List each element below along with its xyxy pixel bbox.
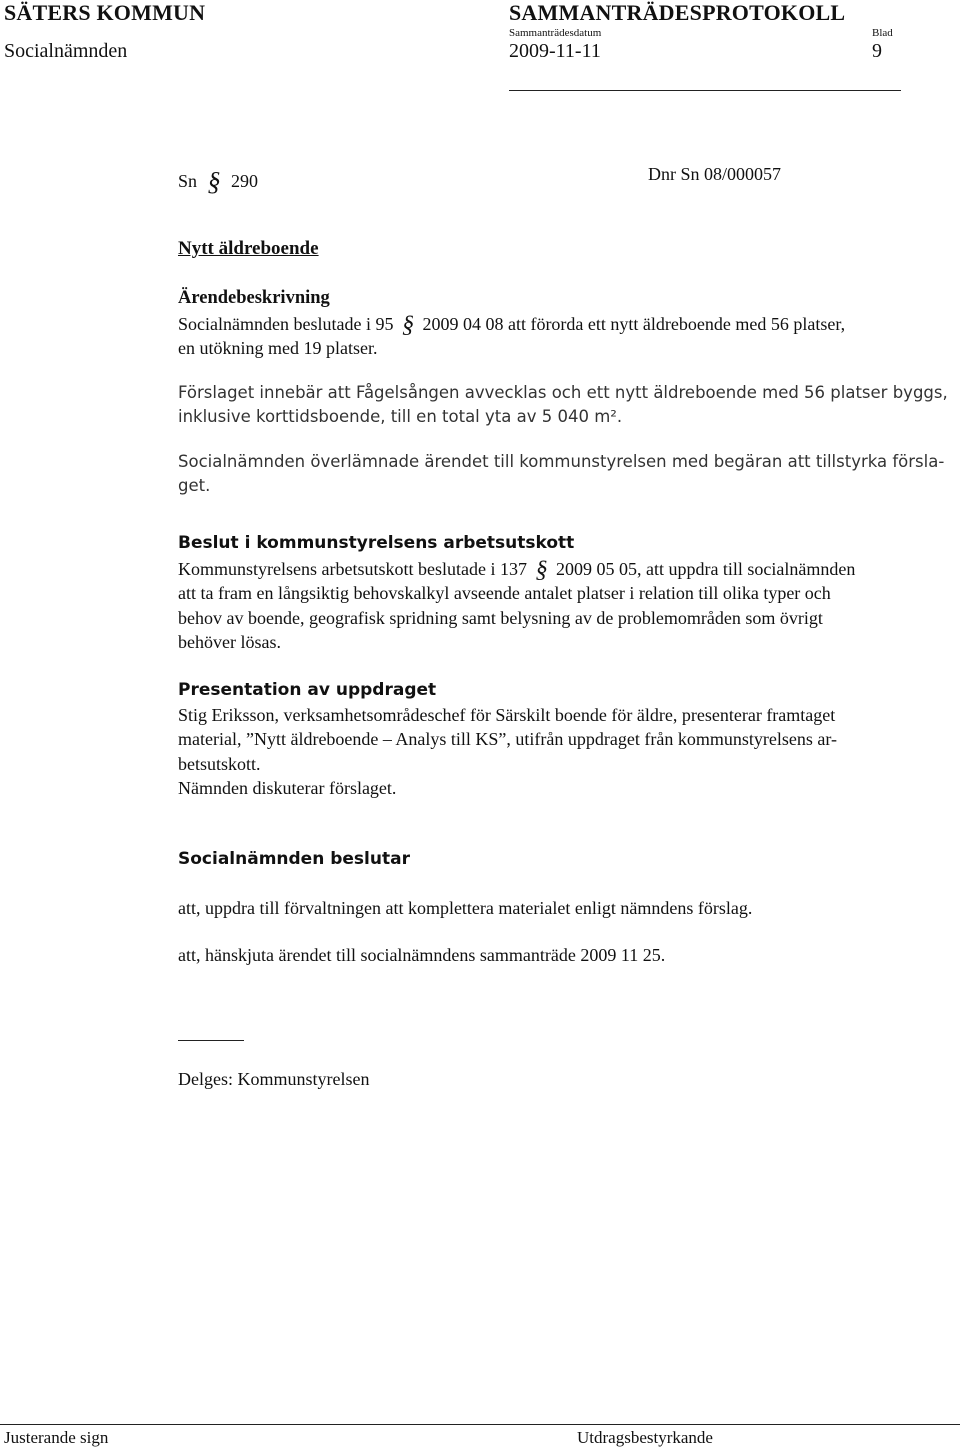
committee-name: Socialnämnden (4, 40, 128, 62)
presentation-paragraph (178, 703, 956, 801)
presentation-heading: Presentation av uppdraget (178, 680, 437, 700)
ksau-text-a: Kommunstyrelsens arbetsutskott beslutade i 137 (178, 558, 527, 579)
presentation-line-1: Stig Eriksson, verksamhetsområdeschef för Särskilt boende för äldre, presenterar framtaget (178, 704, 836, 725)
page-number: 9 (872, 40, 882, 62)
ksau-text-b: 2009 05 05, att uppdra till socialnämnden (555, 558, 856, 579)
section-reference (178, 164, 258, 194)
p3-text-b: get. (178, 476, 211, 495)
arendebeskrivning-p1 (178, 311, 956, 361)
ksau-line-4: behöver lösas. (178, 632, 281, 652)
presentation-line-4: Nämnden diskuterar förslaget. (178, 778, 397, 798)
footer-signature-label: Justerande sign (4, 1428, 109, 1447)
section-symbol: § (207, 167, 221, 196)
decision-item-2: att, hänskjuta ärendet till socialnämndens sammanträde 2009 11 25. (178, 945, 666, 965)
arendebeskrivning-p3 (178, 450, 956, 499)
presentation-section (178, 678, 956, 801)
ksau-line-3: behov av boende, geografisk spridning samt belysning av de problemområden som övrigt (178, 607, 823, 628)
arendebeskrivning-p2 (178, 381, 956, 430)
ksau-heading: Beslut i kommunstyrelsens arbetsutskott (178, 533, 575, 553)
p2-text-a: Förslaget innebär att Fågelsången avvecklas och ett nytt äldreboende med 56 platser byggs, (178, 382, 948, 402)
presentation-line-2: material, ”Nytt äldreboende – Analys till KS”, utifrån uppdraget från kommunstyrelsens ar- (178, 729, 837, 749)
p2-text-b: inklusive korttidsboende, till en total yta av 5 040 m². (178, 407, 623, 426)
meeting-date: 2009-11-11 (509, 40, 601, 62)
p1-text-c: en utökning med 19 platser. (178, 338, 378, 358)
date-label: Sammanträdesdatum (509, 27, 602, 39)
arendebeskrivning-section (178, 286, 956, 499)
presentation-line-3: betsutskott. (178, 753, 261, 774)
ksau-paragraph (178, 556, 956, 655)
section-prefix: Sn (178, 171, 198, 191)
separator-rule (178, 1040, 244, 1041)
ksau-section (178, 531, 956, 655)
decision-item-1: att, uppdra till förvaltningen att komplettera materialet enligt nämndens förslag. (178, 898, 753, 918)
organization-name: SÄTERS KOMMUN (4, 0, 206, 25)
ksau-line-2: att ta fram en långsiktig behovskalkyl avseende antalet platser i relation till olika typer och (178, 583, 831, 603)
page-label: Blad (872, 27, 893, 39)
footer-certification-label: Utdragsbestyrkande (577, 1428, 713, 1447)
section-symbol: § (535, 556, 548, 583)
p1-text-a: Socialnämnden beslutade i 95 (178, 313, 394, 334)
p1-text-b: 2009 04 08 att förorda ett nytt äldreboende med 56 platser, (422, 313, 846, 334)
section-number: 290 (231, 171, 259, 191)
document-type: SAMMANTRÄDESPROTOKOLL (509, 0, 846, 25)
decision-heading: Socialnämnden beslutar (178, 849, 410, 869)
p3-text-a: Socialnämnden överlämnade ärendet till kommunstyrelsen med begäran att tillstyrka försla- (178, 451, 945, 471)
footer-rule (0, 1424, 960, 1425)
arendebeskrivning-heading: Ärendebeskrivning (178, 288, 330, 308)
section-symbol: § (401, 311, 414, 338)
case-title: Nytt äldreboende (178, 238, 319, 259)
header-rule (509, 90, 901, 91)
distribution-list: Delges: Kommunstyrelsen (178, 1069, 370, 1089)
diary-number: Dnr Sn 08/000057 (648, 164, 782, 184)
